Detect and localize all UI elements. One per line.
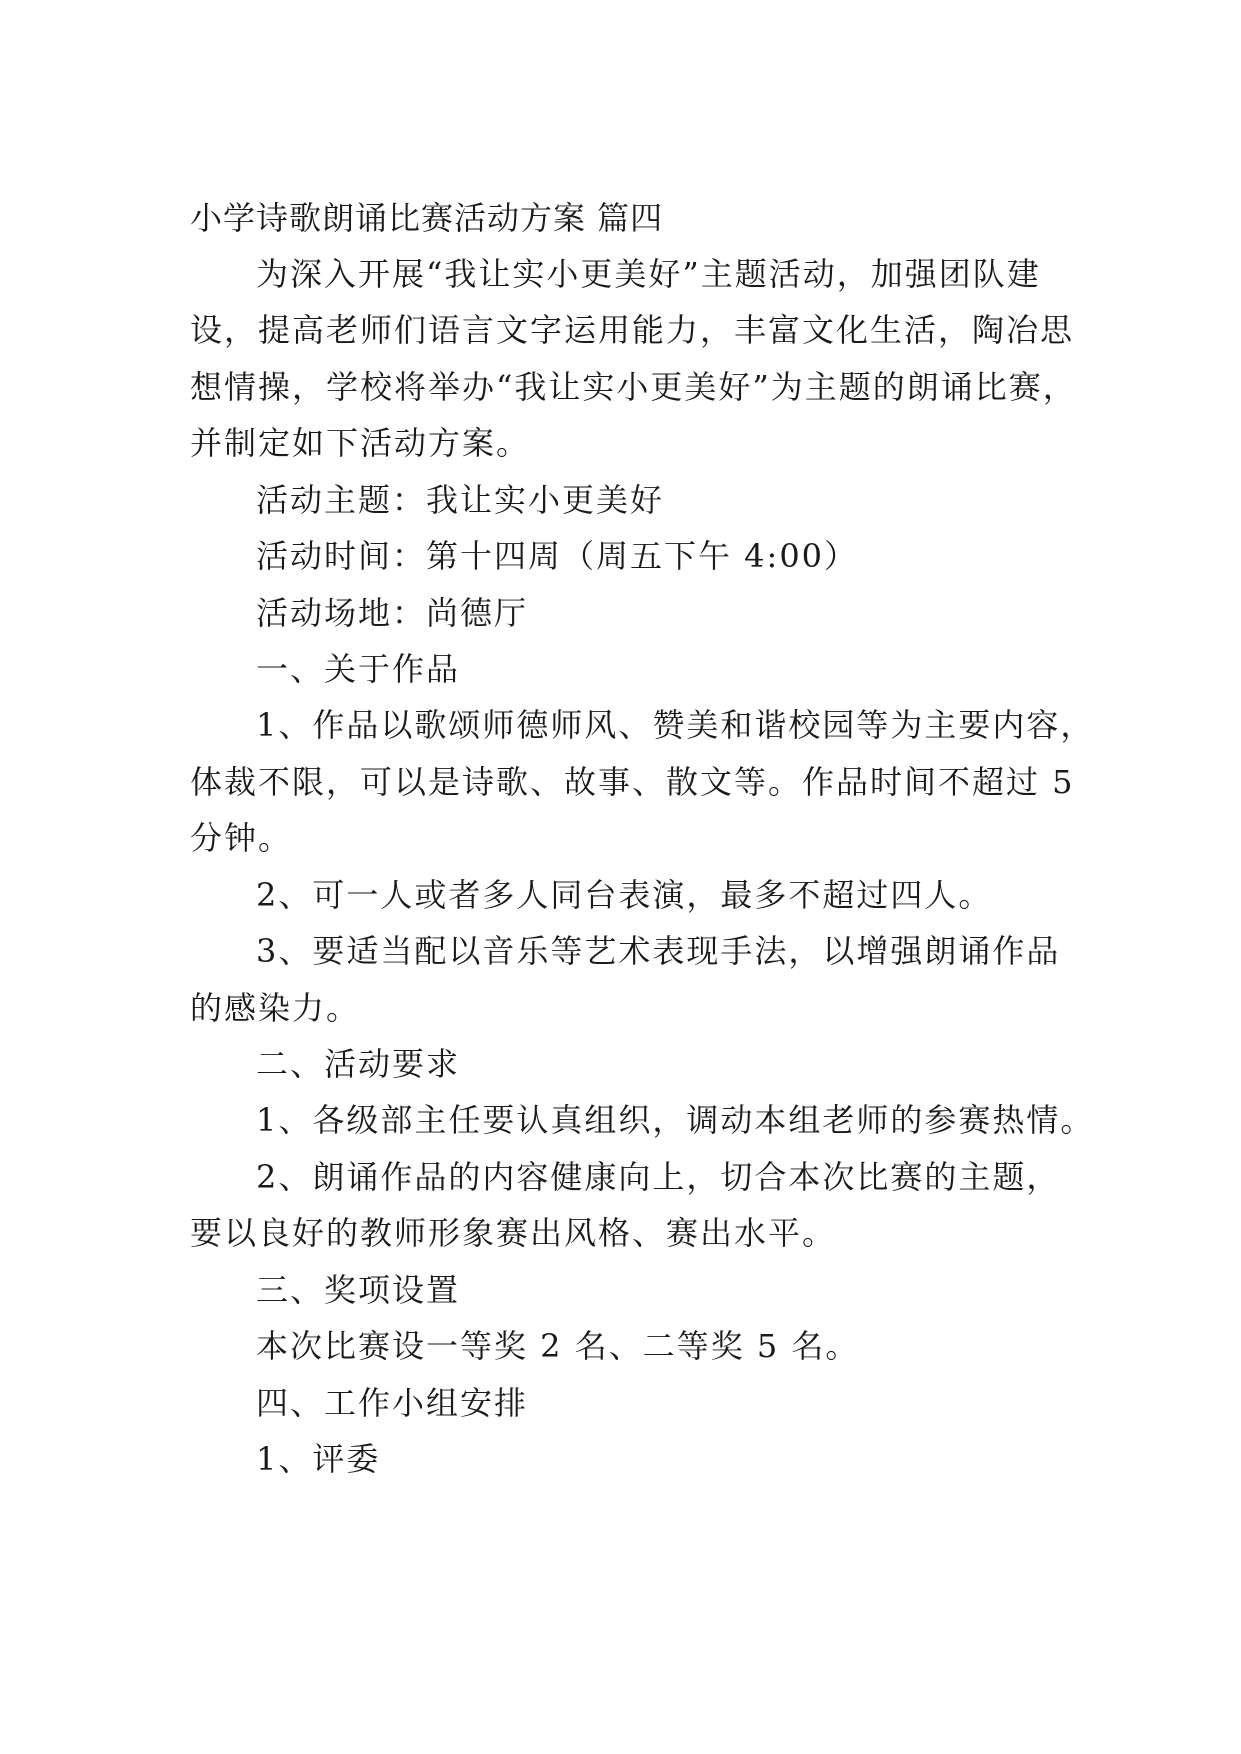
section3-heading: 三、奖项设置	[256, 1271, 461, 1309]
section2-heading: 二、活动要求	[256, 1045, 461, 1083]
section4-heading: 四、工作小组安排	[256, 1384, 529, 1422]
section2-item2-line-1: 2、朗诵作品的内容健康向上，切合本次比赛的主题，	[256, 1158, 1061, 1196]
intro-line-4: 并制定如下活动方案。	[190, 424, 531, 462]
intro-line-3: 想情操，学校将举办“我让实小更美好”为主题的朗诵比赛，	[190, 368, 1077, 406]
activity-time: 活动时间：第十四周（周五下午 4:00）	[256, 537, 859, 575]
section1-heading: 一、关于作品	[256, 650, 461, 688]
section2-item2-line-2: 要以良好的教师形象赛出风格、赛出水平。	[190, 1214, 837, 1252]
section3-text: 本次比赛设一等奖 2 名、二等奖 5 名。	[256, 1327, 860, 1365]
document-title: 小学诗歌朗诵比赛活动方案 篇四	[190, 199, 664, 237]
section1-item2: 2、可一人或者多人同台表演，最多不超过四人。	[256, 876, 993, 914]
section1-item1-line-3: 分钟。	[190, 819, 293, 857]
activity-venue: 活动场地：尚德厅	[256, 594, 529, 632]
section2-item1: 1、各级部主任要认真组织，调动本组老师的参赛热情。	[256, 1101, 1095, 1139]
section1-item3-line-2: 的感染力。	[190, 989, 361, 1027]
section4-item1: 1、评委	[256, 1440, 381, 1478]
intro-line-1: 为深入开展“我让实小更美好”主题活动，加强团队建	[256, 255, 1041, 293]
section1-item1-line-2: 体裁不限，可以是诗歌、故事、散文等。作品时间不超过 5	[190, 763, 1075, 801]
intro-line-2: 设，提高老师们语言文字运用能力，丰富文化生活，陶冶思	[190, 311, 1075, 349]
section1-item3-line-1: 3、要适当配以音乐等艺术表现手法，以增强朗诵作品	[256, 932, 1061, 970]
activity-theme: 活动主题：我让实小更美好	[256, 481, 665, 519]
section1-item1-line-1: 1、作品以歌颂师德师风、赞美和谐校园等为主要内容，	[256, 706, 1095, 744]
